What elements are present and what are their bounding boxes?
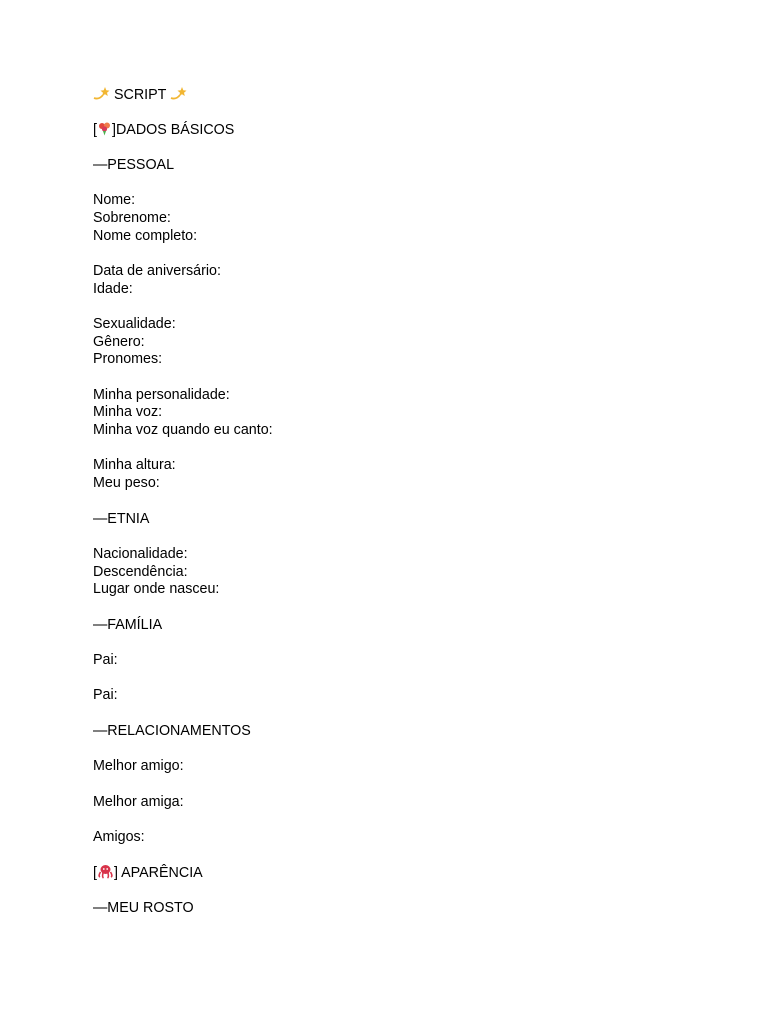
field-nome-completo: Nome completo: [93, 227, 198, 244]
field-nome: Nome: [93, 192, 136, 209]
doc-title [93, 86, 693, 104]
subheading-relacionamentos: —RELACIONAMENTOS [93, 722, 251, 739]
field-pronomes: Pronomes: [93, 351, 163, 368]
field-personalidade: Minha personalidade: [93, 386, 230, 403]
bracket: [ [93, 865, 97, 882]
dizzy-star-icon [170, 86, 187, 107]
field-amigos: Amigos: [93, 828, 145, 845]
field-melhor-amigo: Melhor amigo: [93, 758, 184, 775]
field-altura: Minha altura: [93, 457, 176, 474]
document-page [93, 86, 693, 917]
field-idade: Idade: [93, 280, 133, 297]
field-sexualidade: Sexualidade: [93, 315, 176, 332]
field-pai: Pai: [93, 652, 118, 668]
field-voz-canto: Minha voz quando eu canto: [93, 422, 273, 439]
dizzy-star-icon [93, 86, 110, 107]
field-nacionalidade: Nacionalidade: [93, 545, 188, 562]
field-peso: Meu peso: [93, 475, 160, 492]
field-lugar-nasceu: Lugar onde nasceu: [93, 581, 220, 598]
subheading-familia: —FAMÍLIA [93, 616, 163, 633]
bouquet-icon [97, 121, 112, 142]
field-data-aniversario: Data de aniversário: [93, 262, 221, 279]
field-genero: Gênero: [93, 333, 145, 350]
subheading-meu-rosto: —MEU ROSTO [93, 899, 194, 916]
section-heading-text: ]DADOS BÁSICOS [111, 122, 235, 139]
section-heading-dados-basicos [93, 121, 693, 139]
subheading-etnia: —ETNIA [93, 510, 150, 527]
section-heading-aparencia [93, 864, 693, 882]
field-sobrenome: Sobrenome: [93, 209, 171, 226]
octopus-icon [97, 864, 114, 885]
doc-title-text: SCRIPT [113, 87, 167, 103]
field-pai: Pai: [93, 687, 118, 704]
subheading-pessoal: —PESSOAL [93, 156, 175, 173]
section-heading-text: ] APARÊNCIA [113, 865, 203, 882]
bracket: [ [93, 122, 97, 139]
field-melhor-amiga: Melhor amiga: [93, 793, 184, 810]
field-descendencia: Descendência: [93, 563, 188, 580]
field-voz: Minha voz: [93, 404, 163, 421]
